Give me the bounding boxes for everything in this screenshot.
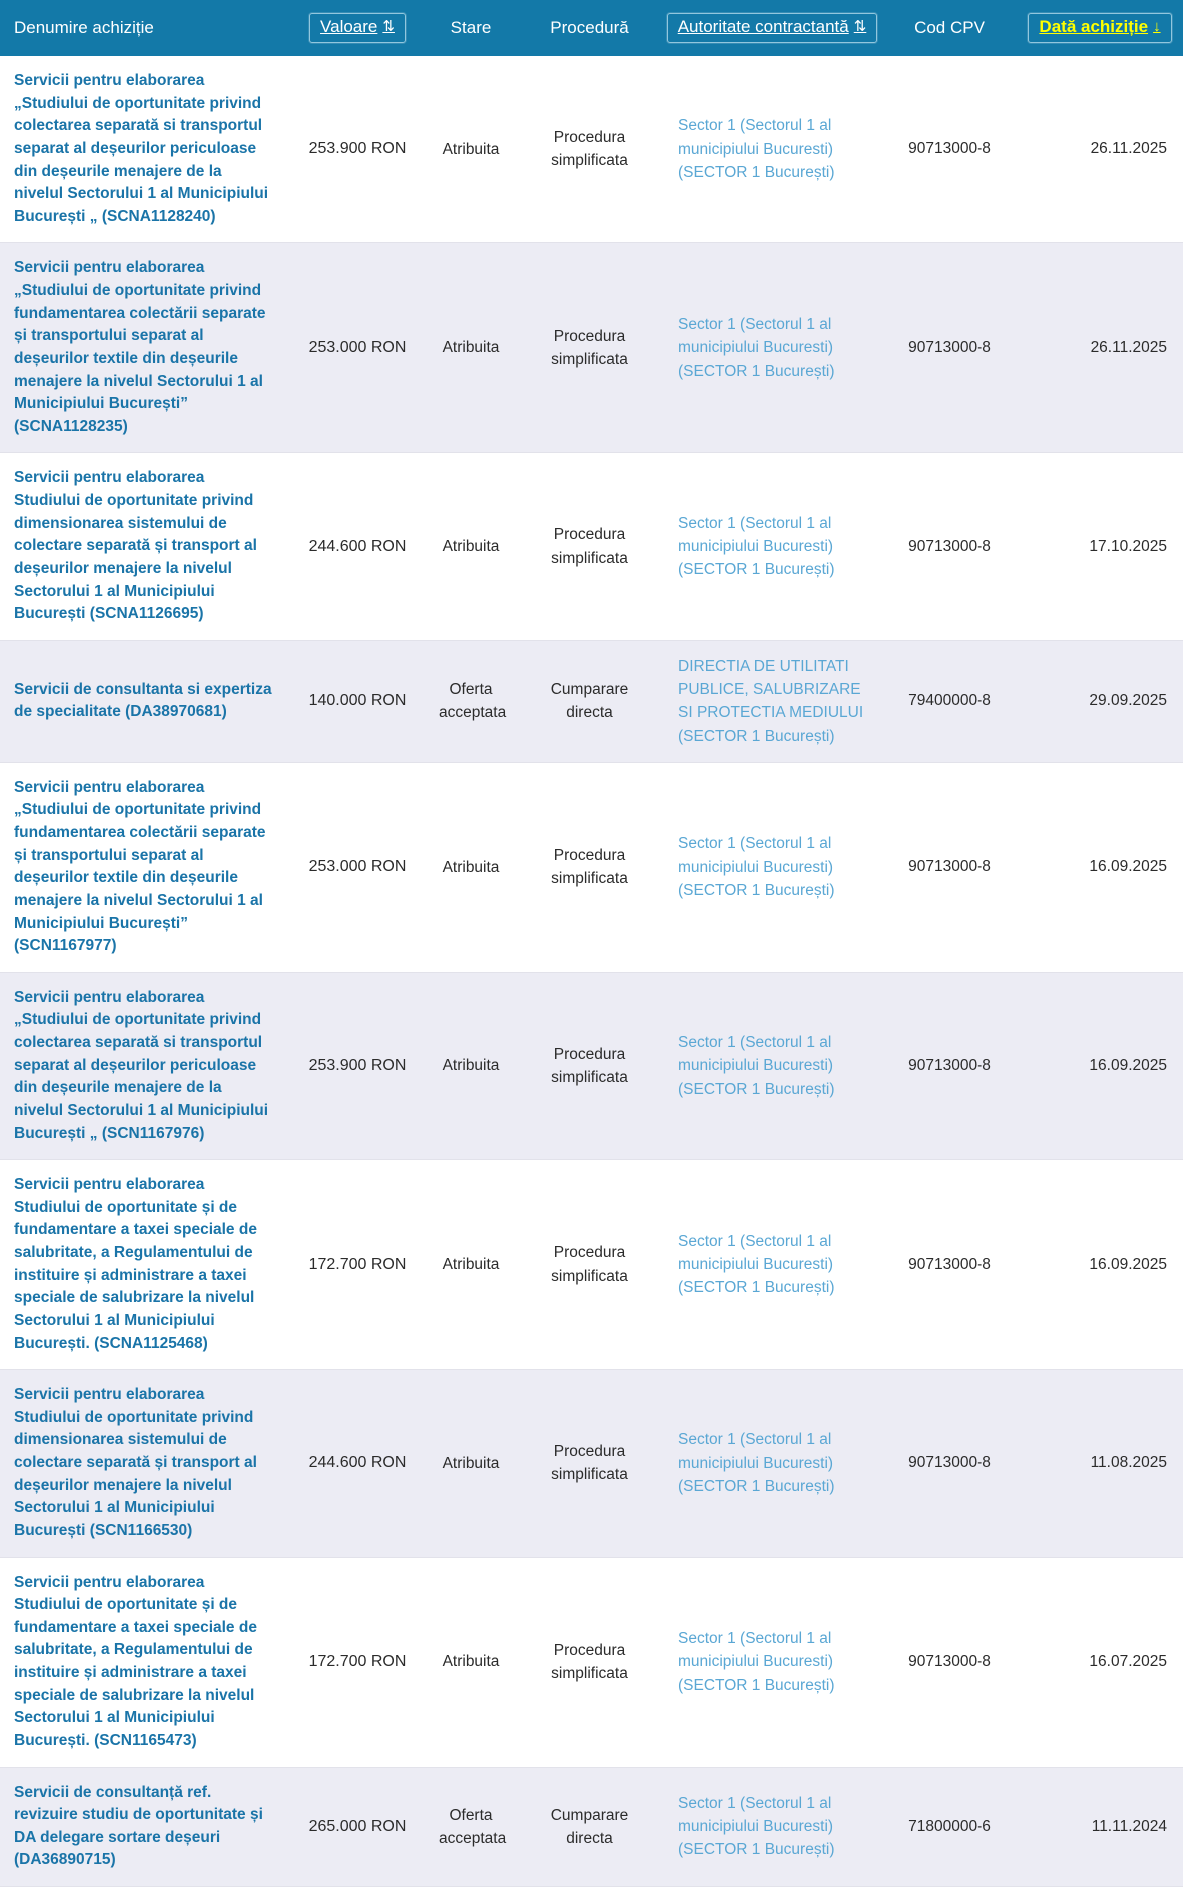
- cell-data: 11.08.2025: [1090, 1454, 1167, 1472]
- cell-stare: Atribuita: [442, 1256, 500, 1273]
- cell-procedura: Procedura simplificata: [551, 1244, 628, 1285]
- cell-autoritate: [662, 762, 882, 972]
- cell-data: 16.09.2025: [1089, 1056, 1167, 1074]
- table-header-row: [0, 0, 1183, 56]
- cell-cpv: 90713000-8: [908, 537, 991, 555]
- cell-procedura: Procedura simplificata: [551, 526, 628, 567]
- sort-button-valoare-label: Valoare: [320, 17, 378, 37]
- table-row: [0, 640, 1183, 762]
- cell-autoritate: [662, 1370, 882, 1557]
- cell-data: 17.10.2025: [1089, 537, 1167, 555]
- contracting-authority-link[interactable]: Sector 1 (Sectorul 1 al municipiului Bucuresti) (SECTOR 1 București): [678, 117, 835, 181]
- table-row: [0, 453, 1183, 640]
- table-row: [0, 972, 1183, 1159]
- cell-procedura: Procedura simplificata: [551, 1443, 628, 1484]
- cell-stare: Oferta acceptata: [439, 1806, 507, 1847]
- contracting-authority-link[interactable]: Sector 1 (Sectorul 1 al municipiului Bucuresti) (SECTOR 1 București): [678, 835, 835, 899]
- column-header-cpv: [882, 0, 1017, 56]
- cell-valoare: 140.000 RON: [308, 692, 407, 710]
- cell-autoritate: [662, 243, 882, 453]
- column-header-valoare: [290, 0, 425, 56]
- cell-autoritate: [662, 1557, 882, 1767]
- table-row: [0, 1557, 1183, 1767]
- cell-stare: Atribuita: [442, 140, 500, 158]
- cell-procedura: Cumparare directa: [550, 681, 629, 722]
- cell-data: 26.11.2025: [1090, 338, 1167, 356]
- cell-cpv: 79400000-8: [908, 692, 991, 710]
- table-row: [0, 243, 1183, 453]
- cell-valoare: 253.000 RON: [308, 338, 407, 356]
- cell-denumire: [0, 762, 290, 972]
- contracting-authority-link[interactable]: Sector 1 (Sectorul 1 al municipiului Bucuresti) (SECTOR 1 București): [678, 1431, 835, 1495]
- cell-procedura: Procedura simplificata: [551, 128, 628, 170]
- procurement-name-link[interactable]: Servicii pentru elaborarea Studiului de oportunitate privind dimensionarea sistemului de colectare separată și transport al deșeurilor menajere la nivelul Sectorului 1 al Municipiului București (SCN1166530): [14, 1386, 257, 1539]
- table-header: [0, 0, 1183, 56]
- procurement-name-link[interactable]: Servicii pentru elaborarea Studiului de oportunitate privind dimensionarea sistemului de colectare separată și transport al deșeurilor menajere la nivelul Sectorului 1 al Municipiului București (SCNA1126695): [14, 469, 257, 623]
- cell-autoritate: [662, 56, 882, 243]
- cell-valoare: 265.000 RON: [308, 1817, 407, 1835]
- column-header-data: [1017, 0, 1183, 56]
- cell-denumire: [0, 1767, 290, 1887]
- cell-denumire: [0, 972, 290, 1159]
- cell-cpv: 90713000-8: [908, 858, 991, 876]
- procurement-name-link[interactable]: Servicii de consultanta si expertiza de specialitate (DA38970681): [14, 680, 272, 721]
- column-header-stare: [425, 0, 517, 56]
- column-header-denumire-label: Denumire achiziție: [14, 18, 154, 37]
- cell-stare: Oferta acceptata: [439, 681, 507, 722]
- cell-data: 11.11.2024: [1091, 1817, 1167, 1835]
- contracting-authority-link[interactable]: Sector 1 (Sectorul 1 al municipiului Bucuresti) (SECTOR 1 București): [678, 514, 835, 579]
- cell-denumire: [0, 1557, 290, 1767]
- sort-both-icon: ⇅: [382, 18, 395, 36]
- cell-valoare: 253.900 RON: [308, 140, 407, 158]
- sort-both-icon: ⇅: [853, 18, 867, 36]
- cell-stare: Atribuita: [442, 339, 500, 357]
- cell-cpv: 71800000-6: [908, 1817, 991, 1835]
- cell-valoare: 253.900 RON: [308, 1056, 407, 1074]
- cell-cpv: 90713000-8: [908, 1056, 991, 1074]
- cell-denumire: [0, 1160, 290, 1370]
- cell-procedura: Procedura simplificata: [551, 327, 628, 368]
- cell-procedura: Procedura simplificata: [551, 1641, 628, 1682]
- cell-denumire: [0, 243, 290, 453]
- table-body: [0, 56, 1183, 1887]
- sort-button-valoare[interactable]: [309, 13, 406, 43]
- column-header-denumire: [0, 0, 290, 56]
- procurement-name-link[interactable]: Servicii pentru elaborarea „Studiului de oportunitate privind fundamentarea colectării separate și transportului separat al deșeurilor textile din deșeurile menajere la nivelul Sectorului 1 al Municipiului București” (SCN1167977): [14, 778, 266, 955]
- contracting-authority-link[interactable]: Sector 1 (Sectorul 1 al municipiului Bucuresti) (SECTOR 1 București): [678, 1630, 835, 1694]
- sort-descending-icon: ↓: [1153, 18, 1161, 36]
- table-row: [0, 762, 1183, 972]
- procurement-name-link[interactable]: Servicii de consultanță ref. revizuire studiu de oportunitate și DA delegare sortare deșeuri (DA36890715): [14, 1783, 263, 1869]
- cell-valoare: 172.700 RON: [308, 1653, 407, 1670]
- contracting-authority-link[interactable]: Sector 1 (Sectorul 1 al municipiului Bucuresti) (SECTOR 1 București): [678, 316, 835, 380]
- cell-autoritate: [662, 1160, 882, 1370]
- procurement-name-link[interactable]: Servicii pentru elaborarea „Studiului de oportunitate privind fundamentarea colectării separate și transportului separat al deșeurilor textile din deșeurile menajere la nivelul Sectorului 1 al Municipiului București” (SCNA1128235): [14, 259, 266, 435]
- contracting-authority-link[interactable]: Sector 1 (Sectorul 1 al municipiului Bucuresti) (SECTOR 1 București): [678, 1034, 835, 1098]
- cell-autoritate: [662, 640, 882, 762]
- cell-data: 29.09.2025: [1089, 692, 1167, 710]
- procurement-name-link[interactable]: Servicii pentru elaborarea „Studiului de oportunitate privind colectarea separată si transportul separat al deșeurilor periculoase din deșeurile menajere de la nivelul Sectorului 1 al Municipiului București „ (SCN1167976): [14, 988, 269, 1142]
- column-header-cpv-label: Cod CPV: [914, 18, 985, 37]
- cell-denumire: [0, 56, 290, 243]
- cell-cpv: 90713000-8: [908, 140, 991, 158]
- cell-procedura: Procedura simplificata: [551, 847, 628, 888]
- cell-autoritate: [662, 1767, 882, 1887]
- cell-valoare: 244.600 RON: [308, 1454, 407, 1472]
- table-row: [0, 56, 1183, 243]
- cell-stare: Atribuita: [442, 1653, 500, 1671]
- sort-button-data[interactable]: [1028, 13, 1171, 43]
- table-row: [0, 1160, 1183, 1370]
- cell-cpv: 90713000-8: [908, 1255, 991, 1273]
- cell-valoare: 172.700 RON: [308, 1255, 407, 1273]
- cell-autoritate: [662, 453, 882, 640]
- column-header-autoritate: [662, 0, 882, 56]
- cell-stare: Atribuita: [442, 537, 500, 555]
- cell-data: 16.09.2025: [1089, 1255, 1167, 1273]
- cell-data: 16.07.2025: [1089, 1653, 1167, 1670]
- cell-cpv: 90713000-8: [908, 1454, 991, 1472]
- cell-procedura: Procedura simplificata: [551, 1045, 628, 1086]
- sort-button-data-label: Dată achiziție: [1039, 17, 1149, 37]
- cell-procedura: Cumparare directa: [550, 1806, 629, 1847]
- cell-autoritate: [662, 972, 882, 1159]
- procurement-name-link[interactable]: Servicii pentru elaborarea Studiului de oportunitate și de fundamentare a taxei speciale de salubritate, a Regulamentului de instituire și administrare a taxei speciale de salubrizare la nivelul Sectorului 1 al Municipiului București. (SCN1165473): [14, 1573, 257, 1749]
- cell-cpv: 90713000-8: [908, 338, 991, 356]
- sort-button-autoritate[interactable]: [667, 13, 878, 43]
- cell-data: 26.11.2025: [1090, 140, 1167, 158]
- cell-denumire: [0, 1370, 290, 1557]
- procurement-name-link[interactable]: Servicii pentru elaborarea Studiului de oportunitate și de fundamentare a taxei speciale de salubritate, a Regulamentului de instituire și administrare a taxei speciale de salubrizare la nivelul Sectorului 1 al Municipiului București. (SCNA1125468): [14, 1176, 257, 1352]
- cell-denumire: [0, 640, 290, 762]
- contracting-authority-link[interactable]: DIRECTIA DE UTILITATI PUBLICE, SALUBRIZARE SI PROTECTIA MEDIULUI (SECTOR 1 București): [678, 657, 864, 745]
- table-row: [0, 1370, 1183, 1557]
- column-header-procedura: [517, 0, 662, 56]
- sort-button-autoritate-label: Autoritate contractantă: [677, 17, 849, 37]
- column-header-stare-label: Stare: [450, 18, 492, 37]
- procurement-name-link[interactable]: Servicii pentru elaborarea „Studiului de oportunitate privind colectarea separată si transportul separat al deșeurilor periculoase din deșeurile menajere de la nivelul Sectorului 1 al Municipiului București „ (SCNA1128240): [14, 72, 269, 225]
- cell-cpv: 90713000-8: [908, 1653, 991, 1670]
- contracting-authority-link[interactable]: Sector 1 (Sectorul 1 al municipiului Bucuresti) (SECTOR 1 București): [678, 1232, 835, 1297]
- contracting-authority-link[interactable]: Sector 1 (Sectorul 1 al municipiului Bucuresti) (SECTOR 1 București): [678, 1794, 835, 1859]
- cell-stare: Atribuita: [442, 1057, 500, 1075]
- cell-data: 16.09.2025: [1089, 858, 1167, 876]
- cell-valoare: 244.600 RON: [308, 537, 407, 555]
- table-row: [0, 1767, 1183, 1887]
- cell-valoare: 253.000 RON: [308, 858, 407, 876]
- column-header-procedura-label: Procedură: [550, 18, 629, 37]
- cell-denumire: [0, 453, 290, 640]
- cell-stare: Atribuita: [442, 1454, 500, 1472]
- cell-stare: Atribuita: [442, 858, 500, 876]
